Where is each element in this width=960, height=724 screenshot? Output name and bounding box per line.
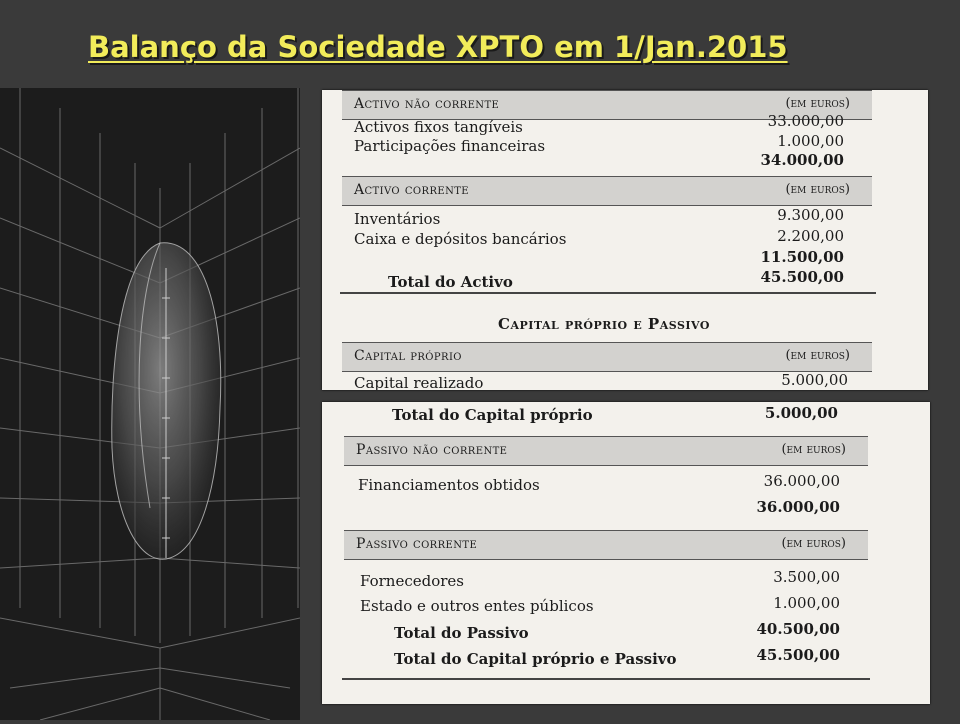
row-value: 2.200,00 (777, 227, 844, 245)
total-cp-passivo-label: Total do Capital próprio e Passivo (394, 650, 677, 668)
total-capital-proprio-value: 5.000,00 (764, 404, 838, 422)
row-value: 1.000,00 (777, 132, 844, 150)
row-label: Inventários (354, 210, 441, 228)
balance-sheet-liabilities-scan (322, 402, 930, 704)
unit-label: (em euros) (785, 96, 850, 111)
total-capital-proprio-label: Total do Capital próprio (392, 406, 593, 424)
section-header-activo-corrente: Activo corrente (em euros) (342, 176, 872, 206)
section-header-passivo-nao-corrente: Passivo não corrente (em euros) (344, 436, 868, 466)
balance-sheet-assets-scan (322, 90, 928, 390)
unit-label: (em euros) (785, 348, 850, 363)
total-cp-passivo-value: 45.500,00 (756, 646, 840, 664)
subtotal-value: 34.000,00 (760, 151, 844, 169)
unit-label: (em euros) (781, 442, 846, 457)
total-passivo-label: Total do Passivo (394, 624, 529, 642)
row-label: Estado e outros entes públicos (360, 597, 594, 615)
row-label: Financiamentos obtidos (358, 476, 540, 494)
wireframe-grid-icon (0, 88, 300, 720)
subtotal-value: 36.000,00 (756, 498, 840, 516)
section-header-activo-nao-corrente: Activo não corrente (em euros) (342, 90, 872, 120)
unit-label: (em euros) (785, 182, 850, 197)
row-label: Participações financeiras (354, 137, 546, 155)
total-activo-label: Total do Activo (388, 273, 513, 291)
unit-label: (em euros) (781, 536, 846, 551)
row-value: 3.500,00 (773, 568, 840, 586)
row-label: Caixa e depósitos bancários (354, 230, 567, 248)
row-label: Fornecedores (360, 572, 464, 590)
wireframe-3d-graph-image (0, 88, 300, 720)
subtotal-value: 11.500,00 (760, 248, 844, 266)
divider (340, 292, 876, 294)
row-value: 5.000,00 (781, 371, 848, 389)
slide-title: Balanço da Sociedade XPTO em 1/Jan.2015 (88, 30, 788, 64)
row-value: 36.000,00 (763, 472, 840, 490)
divider (342, 678, 870, 680)
capital-passivo-heading: Capital próprio e Passivo (498, 315, 710, 333)
row-value: 1.000,00 (773, 594, 840, 612)
row-value: 9.300,00 (777, 206, 844, 224)
section-header-capital-proprio: Capital próprio (em euros) (342, 342, 872, 372)
row-label: Capital realizado (354, 374, 484, 390)
total-passivo-value: 40.500,00 (756, 620, 840, 638)
total-activo-value: 45.500,00 (760, 268, 844, 286)
row-label: Activos fixos tangíveis (354, 118, 523, 136)
section-header-passivo-corrente: Passivo corrente (em euros) (344, 530, 868, 560)
row-value: 33.000,00 (767, 112, 844, 130)
